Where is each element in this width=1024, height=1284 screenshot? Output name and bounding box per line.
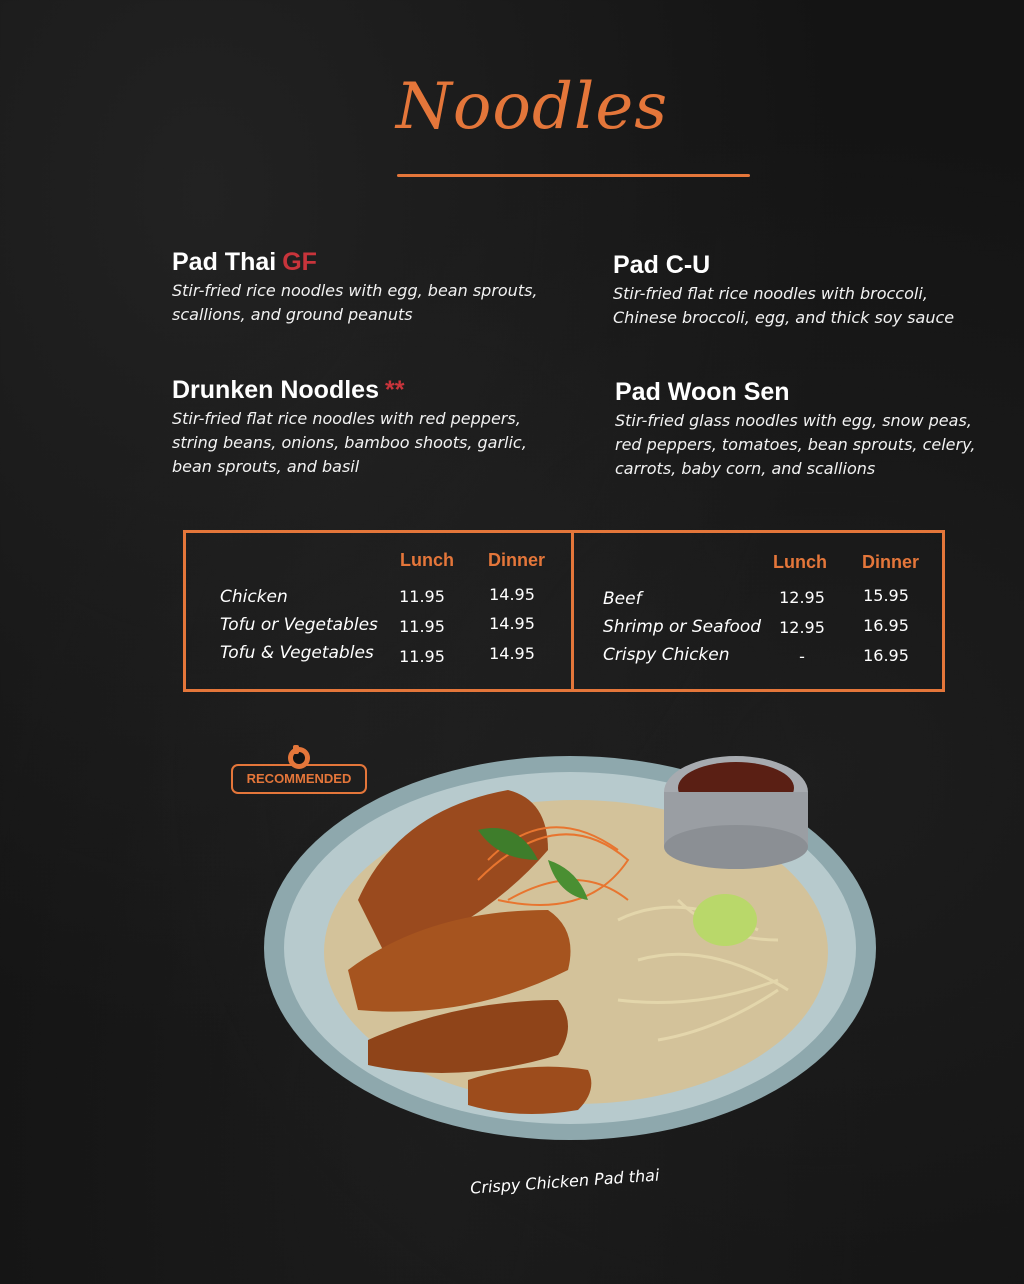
- dish-name: [172, 248, 538, 277]
- dish-description: [615, 409, 975, 481]
- spicy-tag: **: [384, 376, 405, 404]
- desc-line: Stir-fried flat rice noodles with broccoli,: [613, 284, 928, 303]
- dish-name: [172, 376, 527, 405]
- dish-description: [172, 407, 527, 479]
- price-table: [183, 530, 945, 692]
- page-title: Noodles: [395, 70, 669, 144]
- price-divider: [571, 533, 574, 689]
- dinner-price: 16.95: [863, 646, 909, 665]
- photo-caption: Crispy Chicken Pad thai: [469, 1165, 660, 1198]
- desc-line: red peppers, tomatoes, bean sprouts, celery,: [615, 435, 976, 454]
- dish-name-text: Pad Thai: [172, 248, 277, 276]
- price-row-label: Chicken: [220, 587, 288, 607]
- dinner-price: 15.95: [863, 586, 909, 605]
- dish-description: [613, 282, 954, 330]
- dish-pad-c-u: [613, 251, 954, 330]
- lunch-price: -: [799, 647, 805, 666]
- desc-line: scallions, and ground peanuts: [172, 305, 413, 324]
- dish-description: [172, 279, 538, 327]
- dish-pad-thai: [172, 248, 538, 327]
- desc-line: Stir-fried flat rice noodles with red peppers,: [172, 409, 521, 428]
- price-row-label: Shrimp or Seafood: [603, 617, 762, 637]
- lunch-price: 11.95: [399, 617, 445, 636]
- dish-name: Pad Woon Sen: [615, 378, 790, 406]
- dinner-price: 14.95: [489, 585, 535, 604]
- lunch-price: 11.95: [399, 647, 445, 666]
- dish-photo: [258, 740, 890, 1160]
- desc-line: Stir-fried glass noodles with egg, snow peas,: [615, 411, 972, 430]
- dinner-header: Dinner: [488, 550, 546, 570]
- price-row-label: Crispy Chicken: [603, 645, 730, 665]
- desc-line: Stir-fried rice noodles with egg, bean sprouts,: [172, 281, 538, 300]
- lunch-header: Lunch: [400, 550, 454, 570]
- lime-wedge: [693, 894, 757, 946]
- lunch-header: Lunch: [773, 552, 827, 572]
- dish-drunken-noodles: [172, 376, 527, 479]
- price-row-label: Beef: [603, 589, 642, 609]
- desc-line: bean sprouts, and basil: [172, 457, 360, 476]
- dinner-header: Dinner: [862, 552, 920, 572]
- dish-name: Pad C-U: [613, 251, 711, 279]
- dish-name-text: Drunken Noodles: [172, 376, 379, 404]
- lunch-price: 12.95: [779, 618, 825, 637]
- sauce-cup-base: [664, 825, 808, 869]
- dinner-price: 14.95: [489, 614, 535, 633]
- price-row-label: Tofu or Vegetables: [220, 615, 378, 635]
- dinner-price: 16.95: [863, 616, 909, 635]
- dinner-price: 14.95: [489, 644, 535, 663]
- lunch-price: 11.95: [399, 587, 445, 606]
- desc-line: Chinese broccoli, egg, and thick soy sauce: [613, 308, 955, 327]
- price-row-label: Tofu & Vegetables: [220, 643, 374, 663]
- desc-line: carrots, baby corn, and scallions: [615, 459, 876, 478]
- desc-line: string beans, onions, bamboo shoots, garlic,: [172, 433, 527, 452]
- title-underline: [397, 174, 750, 177]
- lunch-price: 12.95: [779, 588, 825, 607]
- dish-pad-woon-sen: [615, 378, 975, 481]
- recommended-badge: RECOMMENDED: [231, 764, 367, 794]
- gluten-free-tag: GF: [282, 248, 317, 276]
